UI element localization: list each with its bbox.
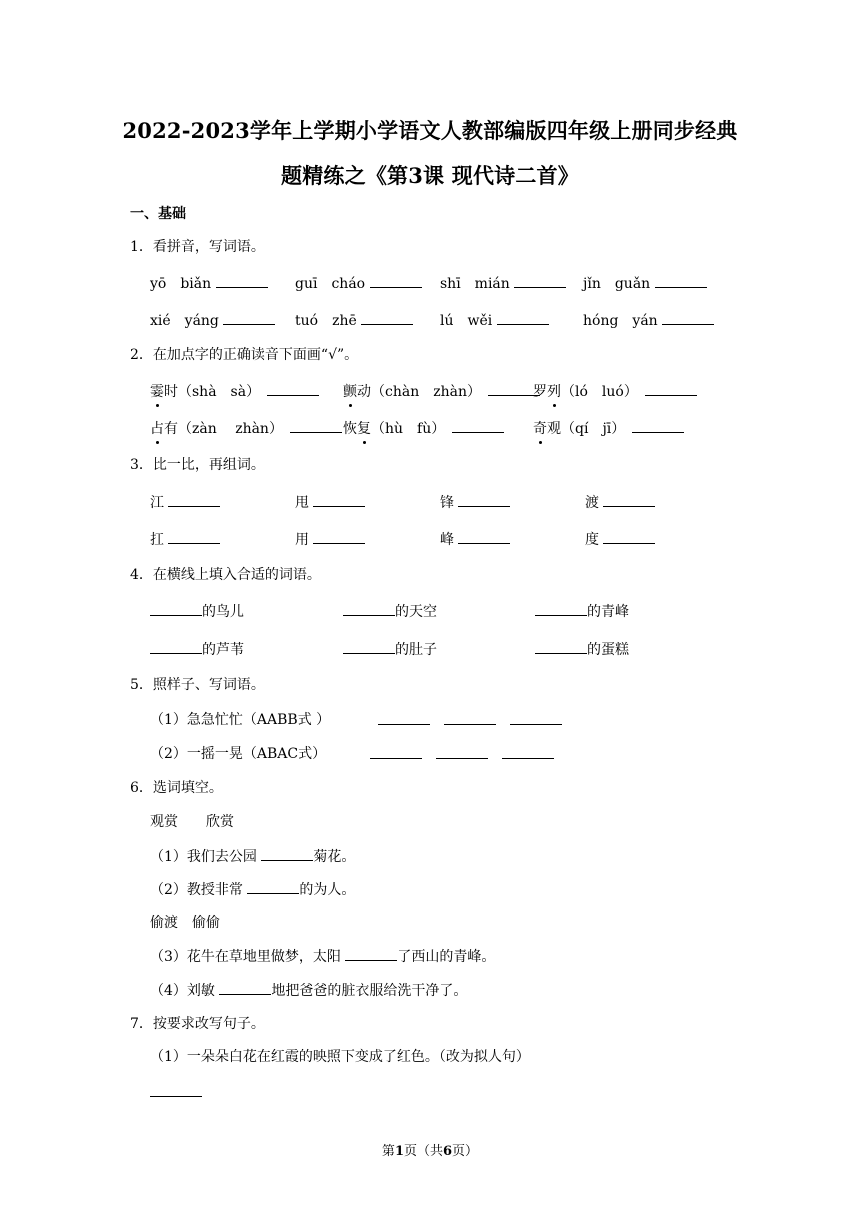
q4-item: 的天空 xyxy=(343,601,437,622)
q6-sub-1: （1）我们去公园 菊花。 xyxy=(150,846,355,867)
answer-blank[interactable] xyxy=(216,273,268,288)
answer-blank[interactable] xyxy=(361,310,413,325)
answer-blank[interactable] xyxy=(378,710,430,725)
answer-blank[interactable] xyxy=(645,381,697,396)
answer-blank[interactable] xyxy=(343,601,395,616)
q4-item: 的鸟儿 xyxy=(150,601,244,622)
question-6-prompt: 6．选词填空。 xyxy=(130,780,223,796)
q5-blanks xyxy=(370,744,554,765)
answer-blank[interactable] xyxy=(313,492,365,507)
q1-item: tuó zhē xyxy=(295,310,413,331)
answer-blank[interactable] xyxy=(247,879,299,894)
question-3-prompt: 3．比一比，再组词。 xyxy=(130,457,265,473)
q1-item: guī cháo xyxy=(295,273,422,294)
answer-blank[interactable] xyxy=(514,273,566,288)
q2-item: 颤动（chàn zhàn） xyxy=(343,381,540,402)
q2-item: 占有（zàn zhàn） xyxy=(150,418,342,439)
answer-blank[interactable] xyxy=(313,529,365,544)
answer-blank[interactable] xyxy=(168,529,220,544)
q6-sub-4: （4）刘敏 地把爸爸的脏衣服给洗干净了。 xyxy=(150,980,467,1001)
q1-item: hóng yán xyxy=(583,310,714,331)
q4-item: 的肚子 xyxy=(343,639,437,660)
q6-sub-2: （2）教授非常 的为人。 xyxy=(150,879,355,900)
q1-item: jǐn guǎn xyxy=(583,273,707,294)
answer-blank[interactable] xyxy=(150,1082,202,1097)
question-4-prompt: 4．在横线上填入合适的词语。 xyxy=(130,567,321,583)
answer-blank[interactable] xyxy=(452,418,504,433)
section-heading: 一、基础 xyxy=(130,206,186,222)
answer-blank[interactable] xyxy=(502,744,554,759)
answer-blank[interactable] xyxy=(603,529,655,544)
word-choices-2: 偷渡 偷偷 xyxy=(150,915,220,931)
q3-item: 扛 xyxy=(150,529,220,550)
answer-blank[interactable] xyxy=(168,492,220,507)
answer-blank[interactable] xyxy=(150,639,202,654)
q1-item: lú wěi xyxy=(440,310,549,331)
answer-blank[interactable] xyxy=(603,492,655,507)
answer-blank[interactable] xyxy=(223,310,275,325)
q5-sub-1: （1）急急忙忙（AABB式 ） xyxy=(150,712,331,728)
answer-blank[interactable] xyxy=(370,744,422,759)
question-7-prompt: 7．按要求改写句子。 xyxy=(130,1016,265,1032)
answer-blank[interactable] xyxy=(290,418,342,433)
q2-item: 奇观（qí jī） xyxy=(533,418,684,439)
answer-blank[interactable] xyxy=(662,310,714,325)
question-5-prompt: 5．照样子、写词语。 xyxy=(130,677,265,693)
q6-sub-3: （3）花牛在草地里做梦，太阳 了西山的青峰。 xyxy=(150,946,495,967)
answer-blank[interactable] xyxy=(497,310,549,325)
answer-blank[interactable] xyxy=(458,529,510,544)
answer-blank[interactable] xyxy=(345,946,397,961)
q7-answer xyxy=(150,1082,202,1103)
q4-item: 的芦苇 xyxy=(150,639,244,660)
q1-item: shī mián xyxy=(440,273,566,294)
answer-blank[interactable] xyxy=(343,639,395,654)
q5-blanks xyxy=(378,710,562,731)
question-1-prompt: 1．看拼音，写词语。 xyxy=(130,239,265,255)
q3-item: 度 xyxy=(585,529,655,550)
q1-item: xié yáng xyxy=(150,310,275,331)
answer-blank[interactable] xyxy=(510,710,562,725)
q3-item: 江 xyxy=(150,492,220,513)
answer-blank[interactable] xyxy=(535,639,587,654)
q3-item: 渡 xyxy=(585,492,655,513)
question-2-prompt: 2．在加点字的正确读音下面画“√”。 xyxy=(130,347,359,363)
title-line-1: 2022-2023学年上学期小学语文人教部编版四年级上册同步经典 xyxy=(122,118,738,143)
answer-blank[interactable] xyxy=(444,710,496,725)
answer-blank[interactable] xyxy=(632,418,684,433)
answer-blank[interactable] xyxy=(219,980,271,995)
answer-blank[interactable] xyxy=(535,601,587,616)
q4-item: 的蛋糕 xyxy=(535,639,629,660)
q5-sub-2: （2）一摇一晃（ABAC式） xyxy=(150,746,327,762)
q1-item: yō biǎn xyxy=(150,273,268,294)
answer-blank[interactable] xyxy=(655,273,707,288)
answer-blank[interactable] xyxy=(458,492,510,507)
q3-item: 甩 xyxy=(295,492,365,513)
q2-item: 霎时（shà sà） xyxy=(150,381,319,402)
title-line-2: 题精练之《第3课 现代诗二首》 xyxy=(281,163,579,188)
q4-item: 的青峰 xyxy=(535,601,629,622)
word-choices-1: 观赏 欣赏 xyxy=(150,814,234,830)
q3-item: 峰 xyxy=(440,529,510,550)
answer-blank[interactable] xyxy=(261,846,313,861)
q2-item: 恢复（hù fù） xyxy=(343,418,504,439)
answer-blank[interactable] xyxy=(267,381,319,396)
q3-item: 锋 xyxy=(440,492,510,513)
answer-blank[interactable] xyxy=(436,744,488,759)
answer-blank[interactable] xyxy=(370,273,422,288)
q2-item: 罗列（ló luó） xyxy=(533,381,697,402)
answer-blank[interactable] xyxy=(150,601,202,616)
page-footer: 第1页（共6页） xyxy=(381,1144,479,1159)
q7-sub-1: （1）一朵朵白花在红霞的映照下变成了红色。（改为拟人句） xyxy=(150,1049,530,1065)
q3-item: 用 xyxy=(295,529,365,550)
